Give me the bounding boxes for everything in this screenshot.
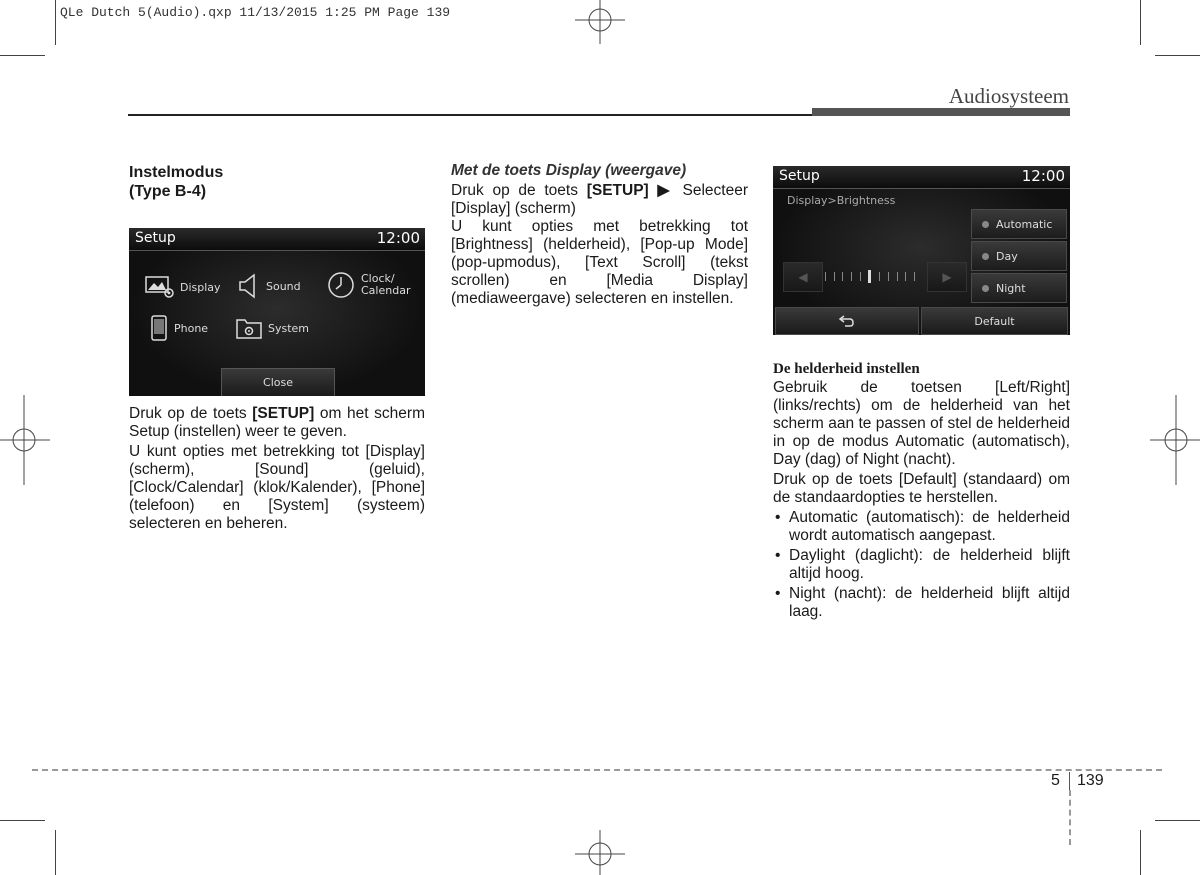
screen-title: Setup bbox=[779, 168, 820, 184]
crop-mark bbox=[1155, 55, 1200, 56]
column-3-text bbox=[773, 361, 1070, 623]
close-button[interactable]: Close bbox=[221, 368, 335, 396]
slider-tick bbox=[860, 272, 861, 281]
text-run: Selecteer [Display] (scherm) bbox=[451, 182, 748, 217]
chapter-number: 5 bbox=[1051, 772, 1060, 789]
screen-clock: 12:00 bbox=[376, 229, 420, 247]
registration-mark-icon bbox=[0, 395, 50, 485]
slider-tick bbox=[879, 272, 880, 281]
paragraph: U kunt opties met betrekking tot [Brightness] (helderheid), [Pop-up Mode] (pop-upmodus), [Text Scroll] (tekst scrollen) en [Media Display] (mediaweergave) selecteren en instellen. bbox=[451, 218, 748, 307]
column-1-text bbox=[129, 405, 425, 533]
option-label: Night bbox=[996, 281, 1026, 295]
heading-type: (Type B-4) bbox=[129, 183, 207, 200]
registration-mark-icon bbox=[575, 830, 625, 875]
menu-item-display[interactable] bbox=[145, 274, 221, 300]
radio-indicator bbox=[982, 221, 989, 228]
registration-mark-icon bbox=[575, 0, 625, 45]
menu-item-label: Clock/ bbox=[361, 272, 395, 285]
back-arrow-icon bbox=[838, 314, 856, 328]
print-header: QLe Dutch 5(Audio).qxp 11/13/2015 1:25 PM Page 139 bbox=[60, 5, 451, 20]
brightness-slider[interactable] bbox=[825, 269, 915, 283]
default-button[interactable]: Default bbox=[921, 307, 1068, 335]
slider-tick bbox=[905, 272, 906, 281]
paragraph bbox=[129, 405, 425, 441]
menu-item-label: System bbox=[268, 321, 310, 335]
column-1-heading bbox=[129, 163, 425, 201]
screen-body bbox=[129, 251, 425, 396]
text-run: Druk op de toets bbox=[451, 182, 587, 199]
brightness-screen bbox=[773, 166, 1070, 335]
option-automatic[interactable] bbox=[971, 209, 1067, 239]
left-arrow-button[interactable]: ◀ bbox=[783, 262, 823, 292]
option-label: Automatic bbox=[996, 217, 1053, 231]
arrow-glyph: ▶ bbox=[648, 182, 683, 199]
option-night[interactable] bbox=[971, 273, 1067, 303]
crop-mark bbox=[0, 55, 45, 56]
crop-mark bbox=[1155, 820, 1200, 821]
crop-mark bbox=[55, 0, 56, 45]
folder-gear-icon bbox=[235, 316, 263, 340]
crop-mark bbox=[0, 820, 45, 821]
clock-label bbox=[361, 273, 410, 297]
menu-item-label: Phone bbox=[174, 321, 209, 335]
page-number: 139 bbox=[1077, 772, 1104, 789]
list-item: • Daylight (daglicht): de helderheid blijft altijd hoog. bbox=[773, 547, 1070, 583]
screen-clock: 12:00 bbox=[1021, 167, 1065, 185]
header-rule-thick bbox=[812, 108, 1070, 116]
paragraph bbox=[451, 182, 748, 218]
heading-instelmodus: Instelmodus bbox=[129, 164, 224, 181]
menu-item-label-2: Calendar bbox=[361, 284, 411, 297]
slider-tick bbox=[888, 272, 889, 281]
paragraph: Gebruik de toetsen [Left/Right] (links/rechts) om de helderheid van het scherm aan te passen of stel de helderheid in op de modus Automatic (automatisch), Day (dag) of Night (nacht). bbox=[773, 379, 1070, 468]
display-settings-icon bbox=[145, 274, 175, 300]
crop-mark bbox=[1140, 0, 1141, 45]
breadcrumb: Display>Brightness bbox=[787, 194, 896, 207]
screen-body bbox=[773, 189, 1070, 335]
setup-key-label: [SETUP] bbox=[252, 405, 315, 422]
text-run: Druk op de toets bbox=[129, 405, 253, 422]
footer-dashed-rule bbox=[32, 769, 1162, 771]
crop-mark bbox=[1140, 830, 1141, 875]
heading-brightness: De helderheid instellen bbox=[773, 361, 920, 377]
header-rule bbox=[128, 114, 812, 116]
menu-item-phone[interactable] bbox=[149, 314, 208, 342]
list-item: • Night (nacht): de helderheid blijft altijd laag. bbox=[773, 585, 1070, 621]
page-number-separator bbox=[1069, 772, 1070, 792]
radio-indicator bbox=[982, 285, 989, 292]
phone-icon bbox=[149, 314, 169, 342]
slider-tick bbox=[897, 272, 898, 281]
menu-item-sound[interactable] bbox=[237, 272, 301, 300]
option-label: Day bbox=[996, 249, 1018, 263]
slider-tick bbox=[914, 272, 915, 281]
menu-item-system[interactable] bbox=[235, 316, 309, 340]
back-button[interactable] bbox=[775, 307, 919, 335]
setup-key-label: [SETUP] bbox=[586, 182, 649, 199]
menu-item-clock-calendar[interactable] bbox=[326, 270, 410, 300]
heading-display-key: Met de toets Display (weergave) bbox=[451, 162, 687, 179]
option-day[interactable] bbox=[971, 241, 1067, 271]
screen-title: Setup bbox=[135, 230, 176, 246]
slider-tick bbox=[834, 272, 835, 281]
crop-mark bbox=[55, 830, 56, 875]
menu-item-label: Display bbox=[180, 280, 221, 294]
radio-indicator bbox=[982, 253, 989, 260]
paragraph: U kunt opties met betrekking tot [Display] (scherm), [Sound] (geluid), [Clock/Calendar] (klok/Kalender), [Phone] (telefoon) en [System] (systeem) selecteren en beheren. bbox=[129, 443, 425, 532]
slider-thumb bbox=[868, 270, 871, 283]
slider-tick bbox=[825, 272, 826, 281]
screen-title-bar bbox=[773, 166, 1070, 189]
screen-title-bar bbox=[129, 228, 425, 251]
slider-tick bbox=[851, 272, 852, 281]
column-2 bbox=[451, 162, 748, 308]
list-item: • Automatic (automatisch): de helderheid wordt automatisch aangepast. bbox=[773, 509, 1070, 545]
section-title: Audiosysteem bbox=[948, 84, 1069, 108]
paragraph: Druk op de toets [Default] (standaard) om de standaardopties te herstellen. bbox=[773, 471, 1070, 506]
speaker-icon bbox=[237, 272, 261, 300]
footer-dashed-vertical bbox=[1069, 790, 1071, 845]
clock-icon bbox=[326, 270, 356, 300]
right-arrow-button[interactable]: ▶ bbox=[927, 262, 967, 292]
menu-item-label: Sound bbox=[266, 279, 301, 293]
setup-screen bbox=[129, 228, 425, 396]
bullet-list bbox=[773, 509, 1070, 621]
slider-tick bbox=[842, 272, 843, 281]
text-run: om het scherm Setup (instellen) weer te geven. bbox=[129, 405, 425, 440]
registration-mark-icon bbox=[1150, 395, 1200, 485]
